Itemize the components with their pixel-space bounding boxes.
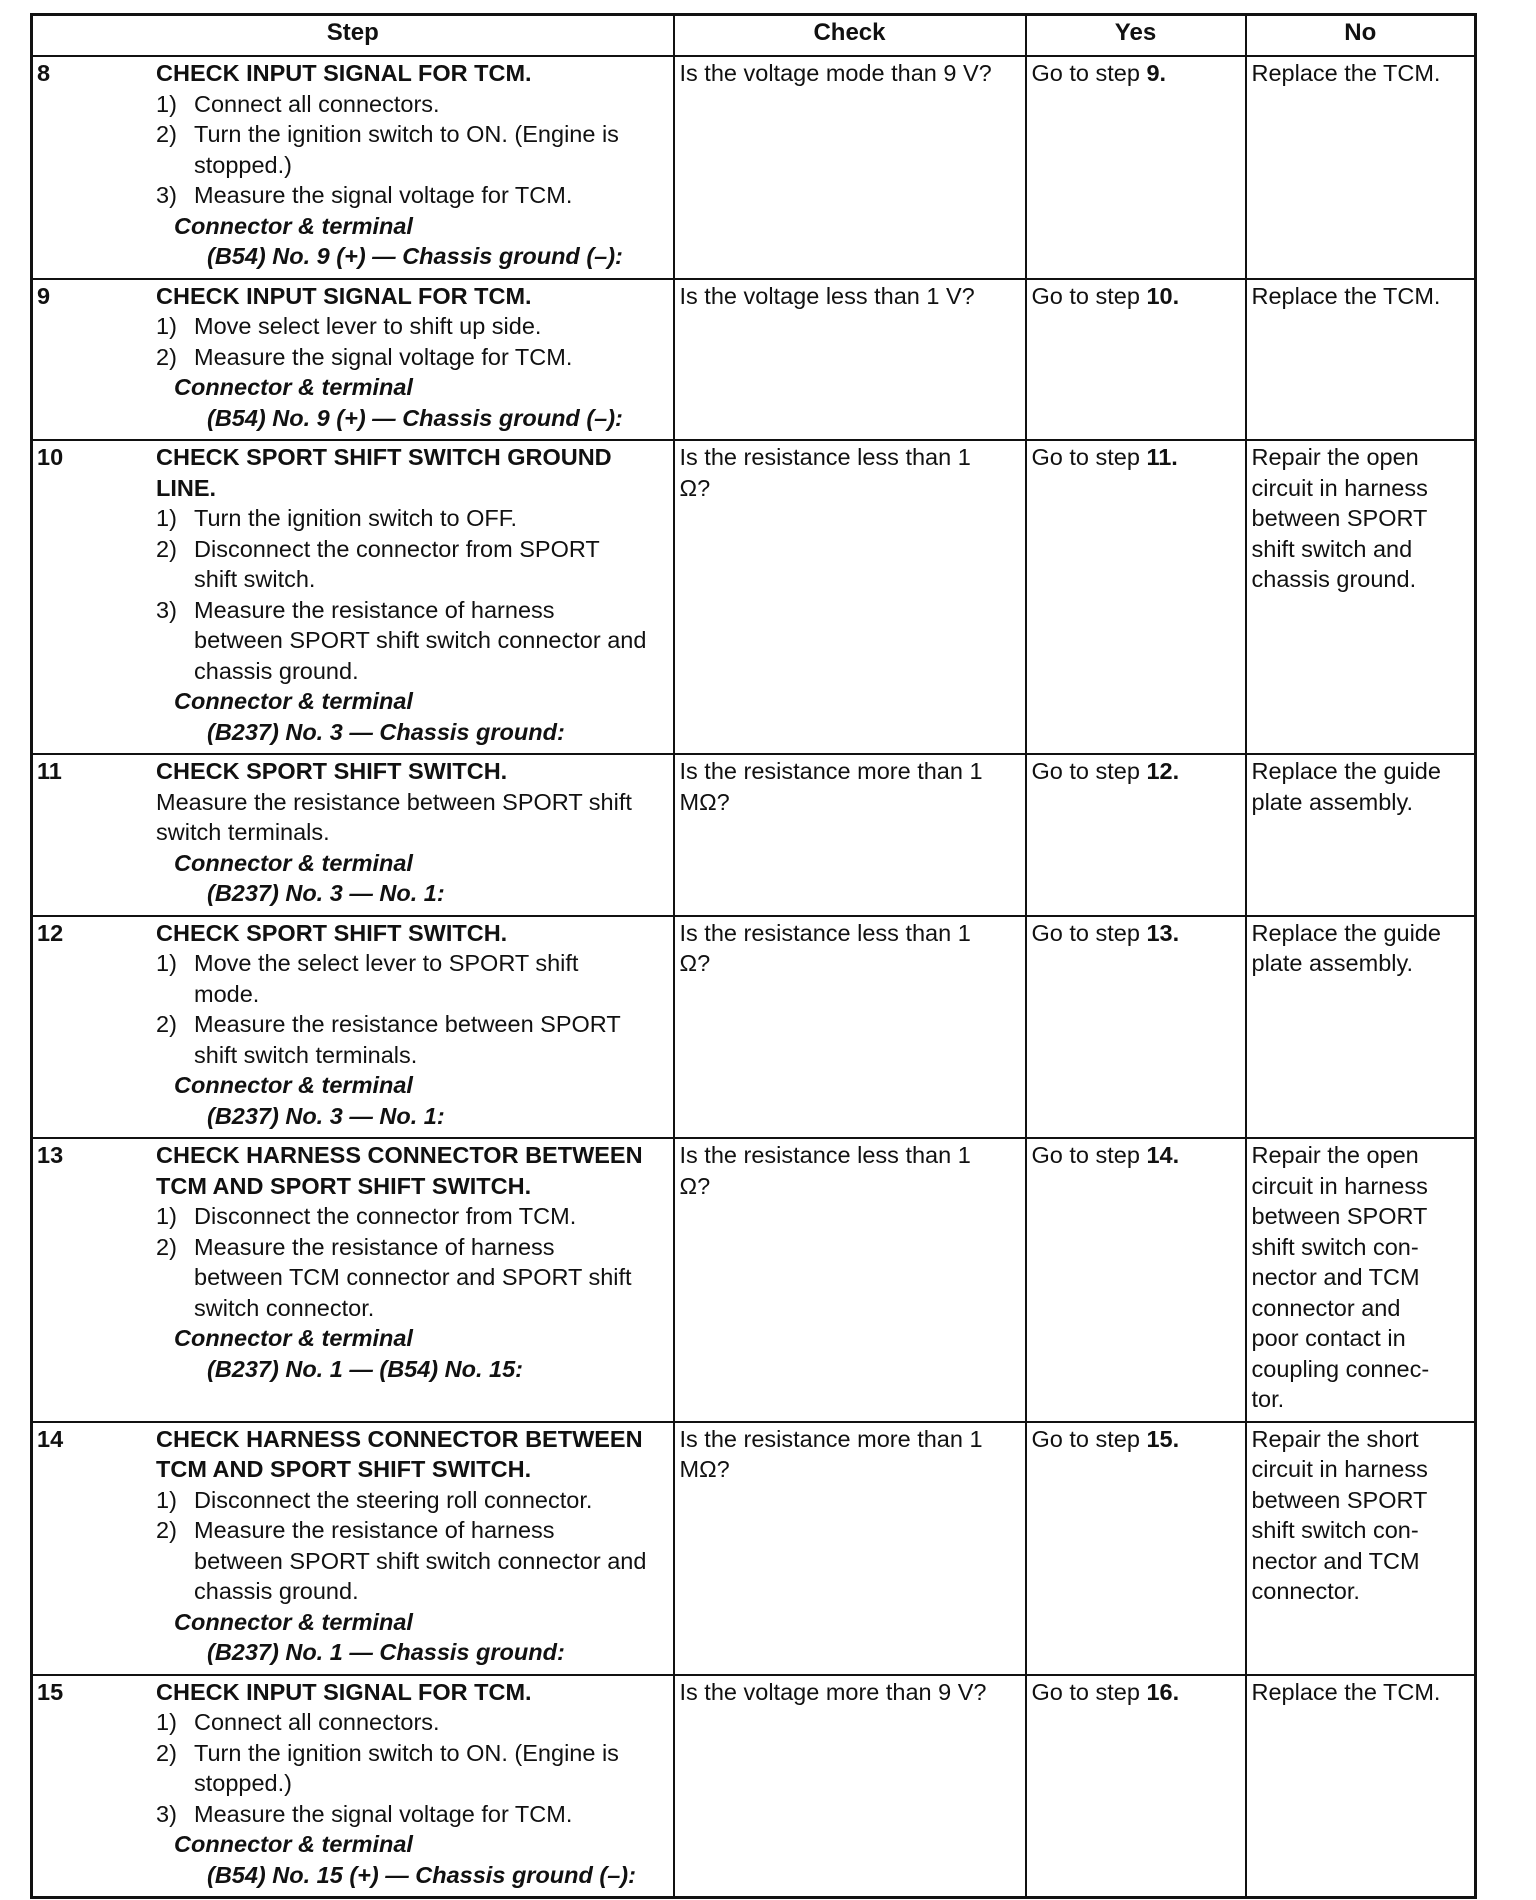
- yes-cell: [1026, 440, 1246, 754]
- no-text: plate assembly.: [1251, 950, 1414, 976]
- instruction-number: 2): [156, 1233, 177, 1260]
- check-cell: [674, 279, 1026, 441]
- table-row: [32, 1675, 1476, 1898]
- yes-cell: [1026, 279, 1246, 441]
- instruction-line: Connect all connectors.: [194, 90, 440, 117]
- table-row: [32, 754, 1476, 916]
- no-text: circuit in harness: [1251, 474, 1428, 501]
- instruction-text: [194, 595, 668, 687]
- yes-step-number: 11.: [1146, 444, 1178, 470]
- yes-step-number: 13.: [1146, 919, 1180, 946]
- no-cell: [1246, 1138, 1476, 1422]
- instruction-text: [194, 89, 668, 120]
- yes-prefix: Go to step: [1031, 60, 1147, 86]
- step-title: TCM AND SPORT SHIFT SWITCH.: [156, 1172, 532, 1199]
- connector-label: Connector & terminal: [174, 849, 413, 876]
- table-row: [32, 56, 1476, 279]
- instruction-text: [194, 1707, 668, 1738]
- yes-prefix: Go to step: [1031, 282, 1147, 309]
- instruction-line: shift switch.: [194, 566, 316, 592]
- step-cell: [32, 1675, 674, 1898]
- check-text: Is the voltage more than 9 V?: [679, 1678, 987, 1705]
- no-text: circuit in harness: [1251, 1172, 1428, 1199]
- no-text: shift switch and: [1251, 535, 1413, 562]
- no-text: Replace the TCM.: [1251, 60, 1441, 86]
- no-text: coupling connec-: [1251, 1355, 1430, 1382]
- check-cell: [674, 1422, 1026, 1675]
- no-text: Repair the open: [1251, 1142, 1419, 1168]
- instruction-number: 2): [156, 121, 177, 147]
- step-title: CHECK INPUT SIGNAL FOR TCM.: [156, 60, 532, 86]
- step-title: CHECK SPORT SHIFT SWITCH.: [156, 758, 508, 784]
- no-cell: [1246, 279, 1476, 441]
- step-instruction: [156, 1707, 668, 1738]
- instruction-line: Disconnect the connector from SPORT: [194, 535, 600, 562]
- yes-step-number: 16.: [1146, 1678, 1180, 1705]
- step-title: LINE.: [156, 474, 217, 501]
- instruction-line: between TCM connector and SPORT shift: [194, 1264, 632, 1290]
- no-cell: [1246, 56, 1476, 279]
- instruction-line: shift switch terminals.: [194, 1041, 418, 1068]
- connector-label: Connector & terminal: [174, 1608, 413, 1635]
- instruction-line: Measure the resistance between SPORT: [194, 1011, 621, 1037]
- header-yes: Yes: [1026, 15, 1246, 57]
- instruction-line: mode.: [194, 980, 260, 1007]
- instruction-text: [194, 1201, 668, 1232]
- connector-value: (B237) No. 3 — Chassis ground:: [207, 718, 565, 745]
- step-cell: [32, 1422, 674, 1675]
- instruction-line: chassis ground.: [194, 1578, 359, 1604]
- no-cell: [1246, 1422, 1476, 1675]
- no-cell: [1246, 440, 1476, 754]
- table-row: [32, 440, 1476, 754]
- instruction-line: between SPORT shift switch connector and: [194, 1547, 647, 1574]
- no-text: Replace the guide: [1251, 919, 1441, 946]
- instruction-line: Connect all connectors.: [194, 1709, 440, 1735]
- check-cell: [674, 56, 1026, 279]
- table-row: [32, 916, 1476, 1139]
- step-number: 13: [37, 1142, 64, 1168]
- yes-prefix: Go to step: [1031, 919, 1147, 946]
- step-number: 8: [37, 60, 51, 86]
- step-instruction: [156, 503, 668, 534]
- no-cell: [1246, 754, 1476, 916]
- instruction-text: [194, 1232, 668, 1324]
- step-cell: [32, 754, 674, 916]
- instruction-line: Turn the ignition switch to ON. (Engine is: [194, 121, 619, 147]
- check-text: Is the voltage mode than 9 V?: [679, 60, 992, 86]
- step-instruction: [156, 1201, 668, 1232]
- check-text: Is the resistance more than 1: [679, 758, 983, 784]
- instruction-line: Measure the signal voltage for TCM.: [194, 343, 573, 370]
- instruction-line: switch connector.: [194, 1294, 375, 1321]
- yes-prefix: Go to step: [1031, 1678, 1147, 1705]
- no-text: between SPORT: [1251, 505, 1428, 531]
- step-cell: [32, 56, 674, 279]
- check-cell: [674, 1675, 1026, 1898]
- instruction-text: [194, 1009, 668, 1070]
- instruction-number: 1): [156, 1486, 177, 1513]
- instruction-number: 1): [156, 505, 177, 531]
- step-instruction: [156, 342, 668, 373]
- yes-cell: [1026, 1138, 1246, 1422]
- header-check: Check: [674, 15, 1026, 57]
- instruction-line: Disconnect the steering roll connector.: [194, 1486, 593, 1513]
- instruction-line: Disconnect the connector from TCM.: [194, 1203, 577, 1229]
- step-title: CHECK HARNESS CONNECTOR BETWEEN: [156, 1142, 643, 1168]
- connector-label: Connector & terminal: [174, 374, 413, 400]
- no-text: plate assembly.: [1251, 788, 1414, 815]
- no-text: between SPORT: [1251, 1203, 1428, 1229]
- connector-value: (B54) No. 9 (+) — Chassis ground (–):: [207, 243, 623, 269]
- document-page: [30, 13, 1474, 1899]
- instruction-number: 1): [156, 950, 177, 976]
- connector-label: Connector & terminal: [174, 688, 413, 714]
- yes-cell: [1026, 1422, 1246, 1675]
- instruction-line: Turn the ignition switch to ON. (Engine is: [194, 1739, 619, 1766]
- step-instruction: [156, 1799, 668, 1830]
- step-instruction: [156, 1009, 668, 1070]
- header-step: Step: [32, 15, 674, 57]
- connector-value: (B237) No. 1 — Chassis ground:: [207, 1639, 565, 1665]
- instruction-number: 2): [156, 535, 177, 562]
- step-cell: [32, 279, 674, 441]
- step-number: 15: [37, 1678, 64, 1705]
- step-number: 9: [37, 282, 51, 309]
- yes-prefix: Go to step: [1031, 444, 1147, 470]
- no-cell: [1246, 1675, 1476, 1898]
- instruction-line: between SPORT shift switch connector and: [194, 627, 647, 653]
- yes-prefix: Go to step: [1031, 758, 1147, 784]
- yes-step-number: 12.: [1146, 758, 1180, 784]
- step-cell: [32, 1138, 674, 1422]
- yes-text: [1032, 1677, 1240, 1708]
- step-text: Measure the resistance between SPORT shift: [156, 788, 632, 815]
- step-instruction: [156, 311, 668, 342]
- header-no: No: [1246, 15, 1476, 57]
- yes-step-number: 15.: [1146, 1425, 1180, 1452]
- yes-text: [1032, 1140, 1240, 1171]
- no-text: between SPORT: [1251, 1486, 1428, 1513]
- step-number: 10: [37, 444, 64, 470]
- yes-text: [1032, 1424, 1240, 1455]
- step-instruction: [156, 595, 668, 687]
- step-instruction: [156, 1232, 668, 1324]
- instruction-line: Move select lever to shift up side.: [194, 313, 542, 339]
- instruction-number: 3): [156, 182, 177, 208]
- instruction-text: [194, 948, 668, 1009]
- step-instruction: [156, 180, 668, 211]
- table-body: [32, 56, 1476, 1898]
- yes-text: [1032, 442, 1240, 473]
- instruction-text: [194, 1799, 668, 1830]
- check-text: Ω?: [679, 950, 711, 976]
- no-text: poor contact in: [1251, 1325, 1406, 1351]
- step-instruction: [156, 1738, 668, 1799]
- header-row: [32, 15, 1476, 57]
- step-instruction: [156, 534, 668, 595]
- step-text: switch terminals.: [156, 819, 330, 845]
- step-instruction: [156, 89, 668, 120]
- connector-label: Connector & terminal: [174, 212, 413, 239]
- no-text: Replace the TCM.: [1251, 1678, 1441, 1705]
- check-text: Is the resistance less than 1: [679, 444, 971, 470]
- table-row: [32, 279, 1476, 441]
- instruction-text: [194, 342, 668, 373]
- step-instruction: [156, 948, 668, 1009]
- yes-step-number: 10.: [1146, 282, 1180, 309]
- check-text: MΩ?: [679, 788, 730, 815]
- instruction-text: [194, 180, 668, 211]
- yes-text: [1032, 58, 1240, 89]
- instruction-number: 2): [156, 1011, 177, 1037]
- instruction-line: Move the select lever to SPORT shift: [194, 950, 579, 976]
- instruction-text: [194, 534, 668, 595]
- instruction-number: 2): [156, 1739, 177, 1766]
- instruction-number: 3): [156, 596, 177, 623]
- no-text: connector and: [1251, 1294, 1401, 1321]
- check-cell: [674, 754, 1026, 916]
- connector-label: Connector & terminal: [174, 1072, 413, 1098]
- yes-cell: [1026, 754, 1246, 916]
- no-text: Repair the short: [1251, 1425, 1419, 1452]
- step-cell: [32, 916, 674, 1139]
- instruction-number: 1): [156, 313, 177, 339]
- instruction-number: 1): [156, 1203, 177, 1229]
- check-cell: [674, 440, 1026, 754]
- step-instruction: [156, 119, 668, 180]
- no-text: shift switch con-: [1251, 1233, 1419, 1260]
- step-title: CHECK HARNESS CONNECTOR BETWEEN: [156, 1425, 643, 1452]
- instruction-text: [194, 1738, 668, 1799]
- no-text: Repair the open: [1251, 444, 1419, 470]
- check-text: Is the voltage less than 1 V?: [679, 282, 975, 309]
- instruction-number: 1): [156, 1709, 177, 1735]
- step-title: TCM AND SPORT SHIFT SWITCH.: [156, 1456, 532, 1482]
- step-number: 11: [37, 758, 62, 784]
- no-text: Replace the TCM.: [1251, 282, 1441, 309]
- connector-value: (B54) No. 9 (+) — Chassis ground (–):: [207, 404, 623, 431]
- yes-text: [1032, 281, 1240, 312]
- connector-value: (B54) No. 15 (+) — Chassis ground (–):: [207, 1861, 636, 1888]
- instruction-line: Measure the signal voltage for TCM.: [194, 1800, 573, 1827]
- instruction-text: [194, 503, 668, 534]
- connector-value: (B237) No. 1 — (B54) No. 15:: [207, 1355, 524, 1382]
- table-row: [32, 1422, 1476, 1675]
- yes-step-number: 14.: [1146, 1142, 1180, 1168]
- no-text: shift switch con-: [1251, 1517, 1419, 1543]
- no-text: nector and TCM: [1251, 1547, 1420, 1574]
- instruction-number: 3): [156, 1800, 177, 1827]
- no-text: Replace the guide: [1251, 758, 1441, 784]
- table-row: [32, 1138, 1476, 1422]
- no-text: nector and TCM: [1251, 1264, 1420, 1290]
- instruction-line: Measure the resistance of harness: [194, 1517, 555, 1543]
- connector-value: (B237) No. 3 — No. 1:: [207, 1102, 445, 1129]
- instruction-number: 2): [156, 343, 177, 370]
- instruction-line: stopped.): [194, 151, 292, 178]
- yes-cell: [1026, 1675, 1246, 1898]
- instruction-line: Measure the resistance of harness: [194, 596, 555, 623]
- no-text: tor.: [1251, 1386, 1285, 1412]
- instruction-number: 2): [156, 1517, 177, 1543]
- step-number: 12: [37, 919, 64, 946]
- step-title: CHECK INPUT SIGNAL FOR TCM.: [156, 1678, 532, 1705]
- check-cell: [674, 1138, 1026, 1422]
- check-text: Ω?: [679, 474, 711, 501]
- no-text: circuit in harness: [1251, 1456, 1428, 1482]
- instruction-text: [194, 1515, 668, 1607]
- check-cell: [674, 916, 1026, 1139]
- step-title: CHECK INPUT SIGNAL FOR TCM.: [156, 282, 532, 309]
- instruction-text: [194, 119, 668, 180]
- no-cell: [1246, 916, 1476, 1139]
- instruction-line: stopped.): [194, 1770, 292, 1796]
- instruction-text: [194, 311, 668, 342]
- yes-prefix: Go to step: [1031, 1425, 1147, 1452]
- instruction-line: Turn the ignition switch to OFF.: [194, 505, 518, 531]
- step-instruction: [156, 1485, 668, 1516]
- step-number: 14: [37, 1425, 64, 1452]
- instruction-line: chassis ground.: [194, 657, 359, 684]
- instruction-line: Measure the signal voltage for TCM.: [194, 182, 573, 208]
- check-text: Ω?: [679, 1172, 711, 1199]
- yes-cell: [1026, 56, 1246, 279]
- instruction-text: [194, 1485, 668, 1516]
- yes-text: [1032, 918, 1240, 949]
- yes-cell: [1026, 916, 1246, 1139]
- instruction-line: Measure the resistance of harness: [194, 1233, 555, 1260]
- connector-label: Connector & terminal: [174, 1831, 413, 1857]
- yes-text: [1032, 756, 1240, 787]
- no-text: connector.: [1251, 1578, 1360, 1604]
- connector-value: (B237) No. 3 — No. 1:: [207, 880, 445, 906]
- yes-step-number: 9.: [1146, 60, 1167, 86]
- check-text: Is the resistance less than 1: [679, 919, 971, 946]
- check-text: Is the resistance more than 1: [679, 1425, 983, 1452]
- step-title: CHECK SPORT SHIFT SWITCH.: [156, 919, 508, 946]
- instruction-number: 1): [156, 90, 177, 117]
- step-cell: [32, 440, 674, 754]
- diagnostic-table: [30, 13, 1477, 1899]
- step-instruction: [156, 1515, 668, 1607]
- step-title: CHECK SPORT SHIFT SWITCH GROUND: [156, 444, 612, 470]
- check-text: MΩ?: [679, 1456, 730, 1482]
- no-text: chassis ground.: [1251, 566, 1417, 592]
- check-text: Is the resistance less than 1: [679, 1142, 971, 1168]
- connector-label: Connector & terminal: [174, 1325, 413, 1351]
- yes-prefix: Go to step: [1031, 1142, 1147, 1168]
